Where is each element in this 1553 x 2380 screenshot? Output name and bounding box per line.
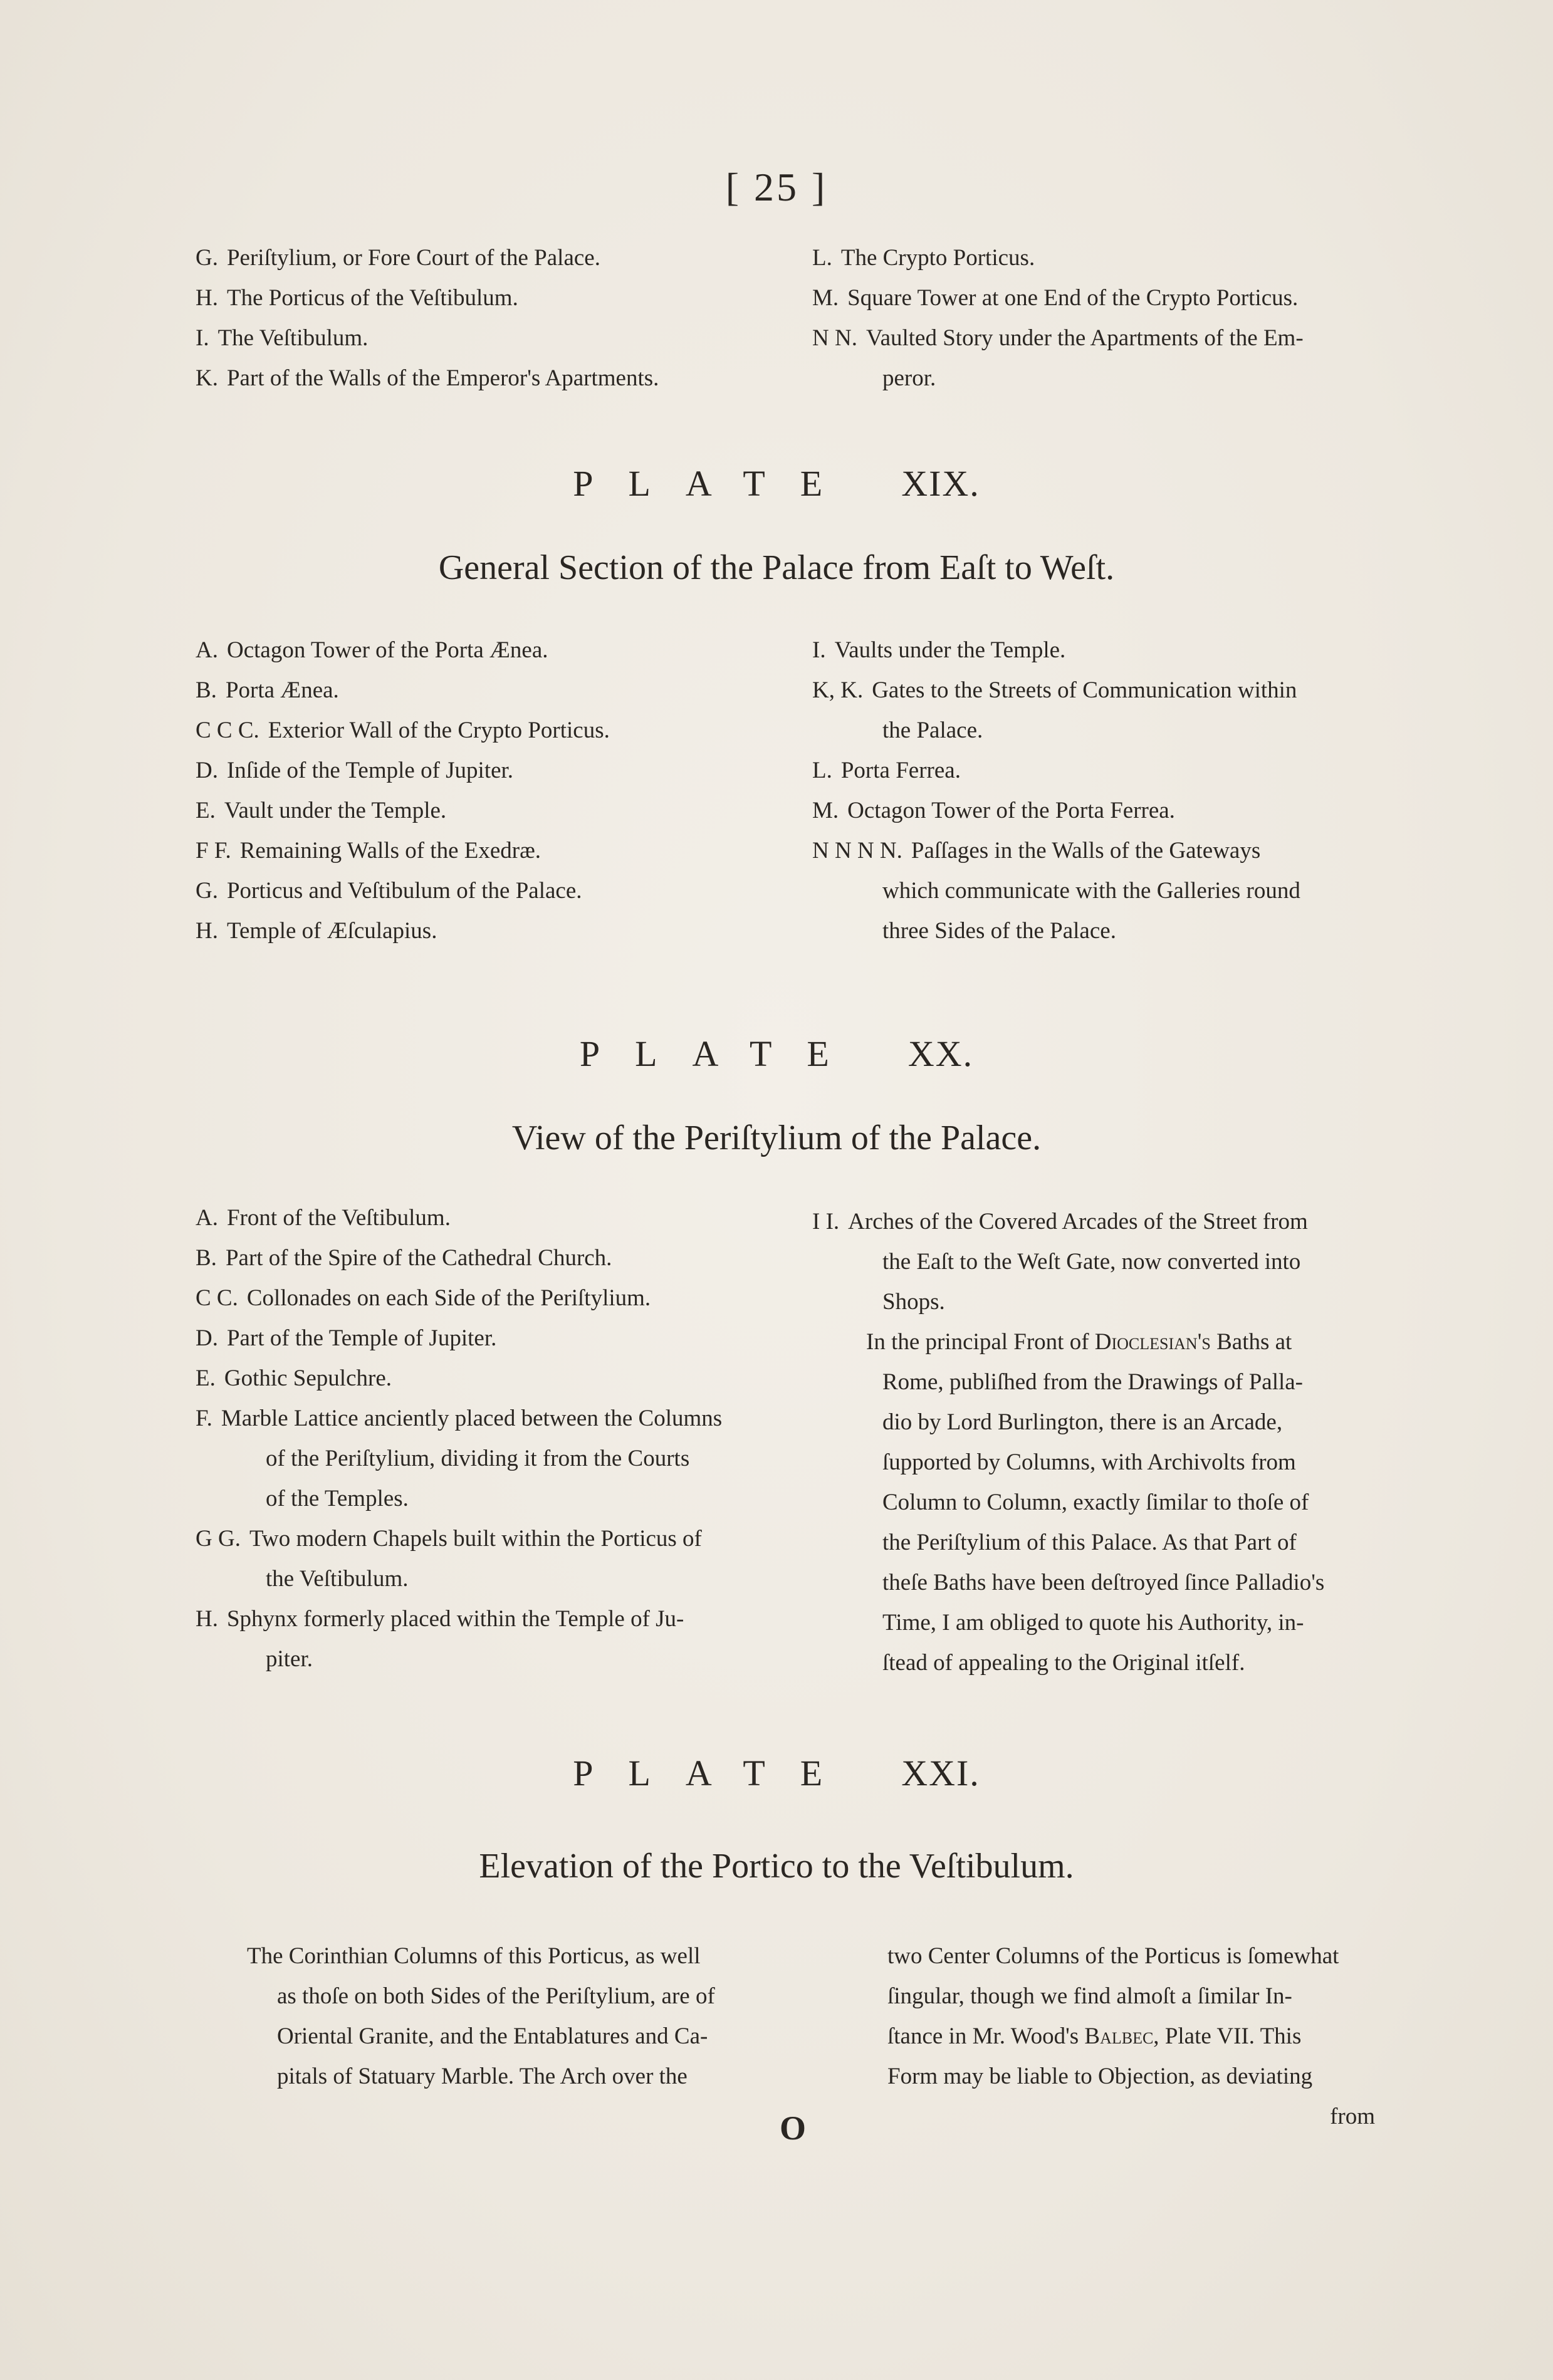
list-item: M. Square Tower at one End of the Crypto Porticus. <box>812 285 1299 311</box>
list-item: I. Vaults under the Temple. <box>812 637 1066 663</box>
paragraph-line: ſtance in Mr. Wood's Balbec, Plate VII. This <box>887 2023 1302 2049</box>
paragraph-line: the Periſtylium of this Palace. As that Part of <box>882 1530 1297 1555</box>
list-item: M. Octagon Tower of the Porta Ferrea. <box>812 798 1175 823</box>
list-item-continuation: the Palace. <box>882 718 983 743</box>
list-item: E. Gothic Sepulchre. <box>196 1365 392 1391</box>
list-item: G G. Two modern Chapels built within the Porticus of <box>196 1526 702 1552</box>
list-item: L. The Crypto Porticus. <box>812 245 1035 271</box>
list-item: F F. Remaining Walls of the Exedræ. <box>196 838 541 864</box>
plate-xx-right <box>812 1202 1383 1683</box>
plate-xx-list-left <box>196 1198 772 1679</box>
page-number: [ 25 ] <box>725 165 828 209</box>
plate-xix-title: General Section of the Palace from Eaſt to Weſt. <box>438 548 1115 587</box>
plate-xxi-title: Elevation of the Portico to the Veſtibulum. <box>479 1847 1074 1886</box>
list-item: E. Vault under the Temple. <box>196 798 447 823</box>
paragraph-line: Rome, publiſhed from the Drawings of Palla- <box>882 1369 1304 1395</box>
list-item: I I. Arches of the Covered Arcades of the Street from <box>812 1209 1308 1234</box>
list-item: H. Sphynx formerly placed within the Temple of Ju- <box>196 1606 684 1632</box>
list-item-continuation: piter. <box>266 1646 313 1672</box>
list-item: A. Front of the Veſtibulum. <box>196 1205 451 1231</box>
paragraph-line: In the principal Front of Dioclesian's Baths at <box>866 1329 1292 1355</box>
paragraph-line: as thoſe on both Sides of the Periſtylium, are of <box>277 1983 715 2009</box>
plate-xx-heading: PLATE XX. <box>579 1033 974 1074</box>
plate-xix-list-left <box>196 630 772 951</box>
top-list-left <box>196 238 772 399</box>
list-item: H. Temple of Æſculapius. <box>196 918 437 944</box>
list-item: G. Periſtylium, or Fore Court of the Palace. <box>196 245 600 271</box>
list-item: N N N N. Paſſages in the Walls of the Gateways <box>812 838 1261 864</box>
list-item-continuation: of the Periſtylium, dividing it from the Courts <box>266 1446 690 1471</box>
list-item-continuation: of the Temples. <box>266 1486 409 1511</box>
paragraph-line: ſingular, though we find almoſt a ſimilar In- <box>887 1983 1292 2009</box>
list-item: B. Porta Ænea. <box>196 677 339 703</box>
paragraph-line: Oriental Granite, and the Entablatures and Ca- <box>277 2023 708 2049</box>
paragraph-line: pitals of Statuary Marble. The Arch over the <box>277 2064 688 2089</box>
plate-xix-list-right <box>812 630 1383 951</box>
paragraph-line: dio by Lord Burlington, there is an Arcade, <box>882 1409 1283 1435</box>
catchword: from <box>1330 2104 1375 2129</box>
paragraph-line: Column to Column, exactly ſimilar to thoſe of <box>882 1490 1309 1515</box>
top-list-right <box>812 238 1383 399</box>
list-item-continuation: Shops. <box>882 1289 945 1315</box>
plate-xx-title: View of the Periſtylium of the Palace. <box>511 1119 1042 1157</box>
paragraph-line: two Center Columns of the Porticus is ſomewhat <box>887 1943 1339 1969</box>
list-item-continuation: which communicate with the Galleries round <box>882 878 1300 904</box>
list-item: C C. Collonades on each Side of the Periſtylium. <box>196 1285 651 1311</box>
list-item-continuation: peror. <box>882 365 936 391</box>
plate-xxi-heading: PLATE XXI. <box>573 1753 980 1793</box>
paragraph-line: ſtead of appealing to the Original itſelf. <box>882 1650 1245 1676</box>
list-item: B. Part of the Spire of the Cathedral Church. <box>196 1245 612 1271</box>
list-item: H. The Porticus of the Veſtibulum. <box>196 285 518 311</box>
list-item: I. The Veſtibulum. <box>196 325 369 351</box>
paragraph-line: Form may be liable to Objection, as deviating <box>887 2064 1313 2089</box>
paragraph-line: Time, I am obliged to quote his Authority, in- <box>882 1610 1304 1636</box>
paragraph-line: The Corinthian Columns of this Porticus, as well <box>247 1943 701 1969</box>
list-item: K. Part of the Walls of the Emperor's Apartments. <box>196 365 659 391</box>
plate-xix-heading: PLATE XIX. <box>573 463 980 504</box>
plate-xxi-text-right <box>887 1936 1389 2137</box>
signature-mark: O <box>780 2109 807 2147</box>
list-item: D. Inſide of the Temple of Jupiter. <box>196 758 514 783</box>
list-item-continuation: three Sides of the Palace. <box>882 918 1116 944</box>
list-item: F. Marble Lattice anciently placed between the Columns <box>196 1406 723 1431</box>
list-item: G. Porticus and Veſtibulum of the Palace. <box>196 878 582 904</box>
list-item: A. Octagon Tower of the Porta Ænea. <box>196 637 548 663</box>
list-item-continuation: the Eaſt to the Weſt Gate, now converted into <box>882 1249 1301 1275</box>
list-item: N N. Vaulted Story under the Apartments of the Em- <box>812 325 1304 351</box>
list-item: D. Part of the Temple of Jupiter. <box>196 1325 497 1351</box>
list-item: L. Porta Ferrea. <box>812 758 961 783</box>
plate-xxi-text-left <box>247 1936 767 2097</box>
paragraph-line: ſupported by Columns, with Archivolts from <box>882 1449 1296 1475</box>
list-item: K, K. Gates to the Streets of Communication within <box>812 677 1297 703</box>
list-item: C C C. Exterior Wall of the Crypto Porticus. <box>196 718 610 743</box>
paragraph-line: theſe Baths have been deſtroyed ſince Palladio's <box>882 1570 1325 1595</box>
list-item-continuation: the Veſtibulum. <box>266 1566 409 1592</box>
